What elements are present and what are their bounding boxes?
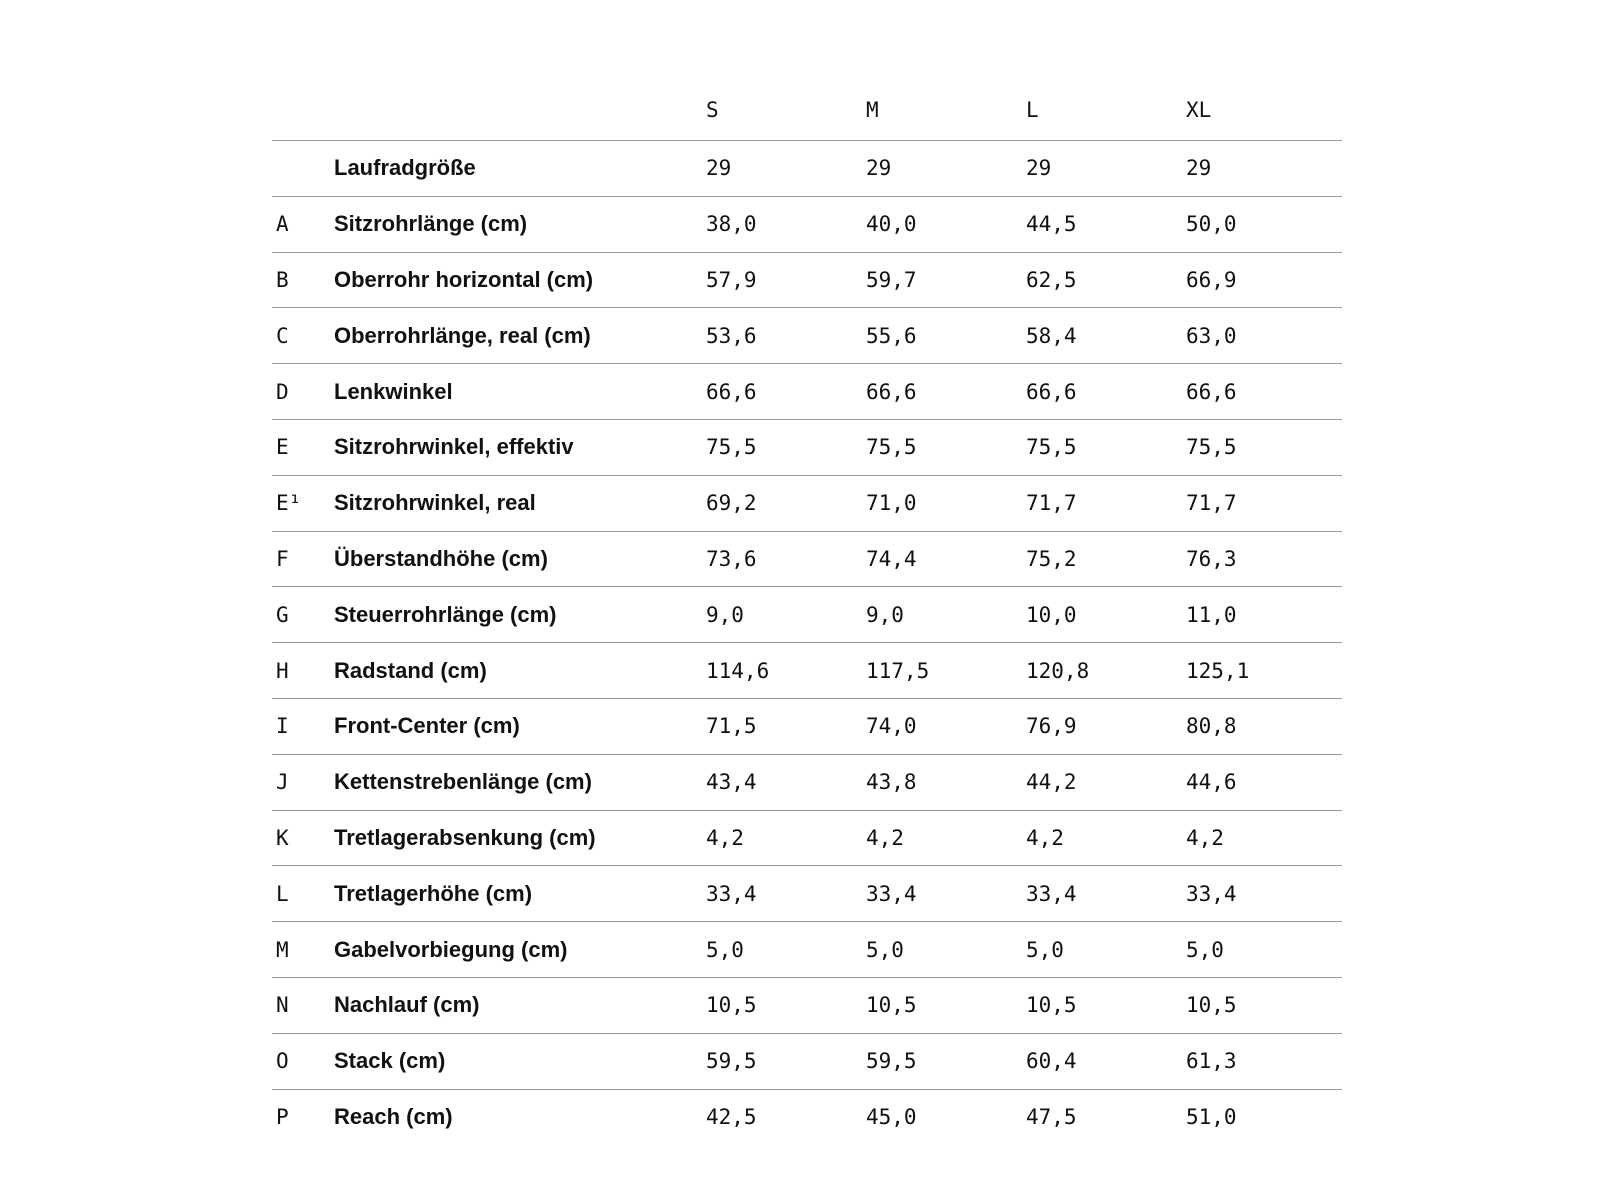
header-size-s: S xyxy=(706,80,866,141)
table-row xyxy=(272,1089,1342,1144)
row-label: Front-Center (cm) xyxy=(334,698,706,754)
row-label: Laufradgröße xyxy=(334,141,706,197)
value-size-l: 10,5 xyxy=(1026,977,1186,1033)
value-size-l: 33,4 xyxy=(1026,866,1186,922)
row-label: Stack (cm) xyxy=(334,1033,706,1089)
value-size-s: 69,2 xyxy=(706,475,866,531)
header-size-m: M xyxy=(866,80,1026,141)
value-size-s: 73,6 xyxy=(706,531,866,587)
value-size-xl: 5,0 xyxy=(1186,922,1342,978)
row-letter: P xyxy=(276,1104,289,1129)
table-body xyxy=(272,141,1342,1145)
value-size-l: 5,0 xyxy=(1026,922,1186,978)
value-size-s: 66,6 xyxy=(706,364,866,420)
row-letter: A xyxy=(272,196,334,252)
row-letter: I xyxy=(272,698,334,754)
value-size-l: 120,8 xyxy=(1026,643,1186,699)
value-size-l: 58,4 xyxy=(1026,308,1186,364)
value-size-xl: 33,4 xyxy=(1186,866,1342,922)
row-letter xyxy=(272,141,334,197)
row-label: Reach (cm) xyxy=(334,1103,453,1129)
value-size-m: 45,0 xyxy=(866,1104,917,1129)
row-letter: D xyxy=(272,364,334,420)
value-size-xl: 80,8 xyxy=(1186,698,1342,754)
row-label: Steuerrohrlänge (cm) xyxy=(334,587,706,643)
value-size-s: 10,5 xyxy=(706,977,866,1033)
value-size-xl: 75,5 xyxy=(1186,419,1342,475)
row-letter: O xyxy=(272,1033,334,1089)
value-size-xl: 71,7 xyxy=(1186,475,1342,531)
row-letter: N xyxy=(272,977,334,1033)
header-size-l: L xyxy=(1026,80,1186,141)
value-size-m: 29 xyxy=(866,141,1026,197)
value-size-xl: 10,5 xyxy=(1186,977,1342,1033)
value-size-xl: 66,9 xyxy=(1186,252,1342,308)
value-size-xl: 63,0 xyxy=(1186,308,1342,364)
value-size-m: 59,7 xyxy=(866,252,1026,308)
row-label: Tretlagerhöhe (cm) xyxy=(334,866,706,922)
value-size-m: 4,2 xyxy=(866,810,1026,866)
table-row xyxy=(272,196,1342,252)
table-row xyxy=(272,1033,1342,1089)
value-size-l: 62,5 xyxy=(1026,252,1186,308)
value-size-l: 4,2 xyxy=(1026,810,1186,866)
table-row xyxy=(272,141,1342,197)
value-size-s: 75,5 xyxy=(706,419,866,475)
table-row xyxy=(272,531,1342,587)
table-row xyxy=(272,364,1342,420)
value-size-m: 74,0 xyxy=(866,698,1026,754)
row-letter: H xyxy=(272,643,334,699)
row-label: Tretlagerabsenkung (cm) xyxy=(334,810,706,866)
table-row xyxy=(272,419,1342,475)
header-label xyxy=(334,80,706,141)
row-label: Sitzrohrlänge (cm) xyxy=(334,196,706,252)
row-label: Nachlauf (cm) xyxy=(334,977,706,1033)
value-size-l: 60,4 xyxy=(1026,1033,1186,1089)
value-size-m: 74,4 xyxy=(866,531,1026,587)
row-label: Gabelvorbiegung (cm) xyxy=(334,922,706,978)
value-size-m: 117,5 xyxy=(866,643,1026,699)
value-size-l: 75,5 xyxy=(1026,419,1186,475)
value-size-l: 71,7 xyxy=(1026,475,1186,531)
header-row xyxy=(272,80,1342,141)
value-size-s: 42,5 xyxy=(706,1104,757,1129)
row-letter: M xyxy=(272,922,334,978)
table-row xyxy=(272,587,1342,643)
row-label: Oberrohr horizontal (cm) xyxy=(334,252,706,308)
value-size-s: 59,5 xyxy=(706,1033,866,1089)
value-size-m: 33,4 xyxy=(866,866,1026,922)
value-size-l: 10,0 xyxy=(1026,587,1186,643)
row-letter: L xyxy=(272,866,334,922)
row-label: Überstandhöhe (cm) xyxy=(334,531,706,587)
value-size-l: 66,6 xyxy=(1026,364,1186,420)
row-letter: G xyxy=(272,587,334,643)
value-size-s: 57,9 xyxy=(706,252,866,308)
value-size-xl: 76,3 xyxy=(1186,531,1342,587)
value-size-s: 4,2 xyxy=(706,810,866,866)
value-size-s: 71,5 xyxy=(706,698,866,754)
row-letter: J xyxy=(272,754,334,810)
value-size-m: 55,6 xyxy=(866,308,1026,364)
value-size-l: 44,2 xyxy=(1026,754,1186,810)
row-letter: B xyxy=(272,252,334,308)
value-size-m: 59,5 xyxy=(866,1033,1026,1089)
value-size-s: 5,0 xyxy=(706,922,866,978)
table-row xyxy=(272,866,1342,922)
value-size-xl: 44,6 xyxy=(1186,754,1342,810)
value-size-s: 33,4 xyxy=(706,866,866,922)
table-row xyxy=(272,754,1342,810)
value-size-m: 9,0 xyxy=(866,587,1026,643)
value-size-m: 43,8 xyxy=(866,754,1026,810)
value-size-xl: 125,1 xyxy=(1186,643,1342,699)
value-size-xl: 51,0 xyxy=(1186,1104,1237,1129)
value-size-xl: 66,6 xyxy=(1186,364,1342,420)
row-letter: C xyxy=(272,308,334,364)
value-size-l: 76,9 xyxy=(1026,698,1186,754)
table-row xyxy=(272,252,1342,308)
value-size-l: 44,5 xyxy=(1026,196,1186,252)
value-size-s: 38,0 xyxy=(706,196,866,252)
value-size-s: 53,6 xyxy=(706,308,866,364)
value-size-xl: 29 xyxy=(1186,141,1342,197)
value-size-s: 9,0 xyxy=(706,587,866,643)
row-letter: E¹ xyxy=(272,475,334,531)
table-row xyxy=(272,643,1342,699)
value-size-l: 29 xyxy=(1026,141,1186,197)
geometry-table xyxy=(272,80,1342,1144)
row-label: Lenkwinkel xyxy=(334,364,706,420)
table-row xyxy=(272,698,1342,754)
value-size-xl: 4,2 xyxy=(1186,810,1342,866)
value-size-xl: 11,0 xyxy=(1186,587,1342,643)
row-label: Kettenstrebenlänge (cm) xyxy=(334,754,706,810)
header-letter xyxy=(272,80,334,141)
value-size-m: 71,0 xyxy=(866,475,1026,531)
header-size-xl: XL xyxy=(1186,80,1342,141)
row-letter: K xyxy=(272,810,334,866)
row-letter: E xyxy=(272,419,334,475)
table-row xyxy=(272,977,1342,1033)
value-size-m: 40,0 xyxy=(866,196,1026,252)
value-size-m: 10,5 xyxy=(866,977,1026,1033)
value-size-s: 29 xyxy=(706,141,866,197)
row-letter: F xyxy=(272,531,334,587)
value-size-xl: 61,3 xyxy=(1186,1033,1342,1089)
row-label: Sitzrohrwinkel, real xyxy=(334,475,706,531)
table-row xyxy=(272,922,1342,978)
value-size-xl: 50,0 xyxy=(1186,196,1342,252)
value-size-l: 75,2 xyxy=(1026,531,1186,587)
value-size-m: 66,6 xyxy=(866,364,1026,420)
value-size-m: 5,0 xyxy=(866,922,1026,978)
row-label: Radstand (cm) xyxy=(334,643,706,699)
value-size-s: 114,6 xyxy=(706,643,866,699)
table-row xyxy=(272,810,1342,866)
row-label: Oberrohrlänge, real (cm) xyxy=(334,308,706,364)
value-size-l: 47,5 xyxy=(1026,1104,1077,1129)
value-size-m: 75,5 xyxy=(866,419,1026,475)
value-size-s: 43,4 xyxy=(706,754,866,810)
table-row xyxy=(272,475,1342,531)
row-label: Sitzrohrwinkel, effektiv xyxy=(334,419,706,475)
table-row xyxy=(272,308,1342,364)
